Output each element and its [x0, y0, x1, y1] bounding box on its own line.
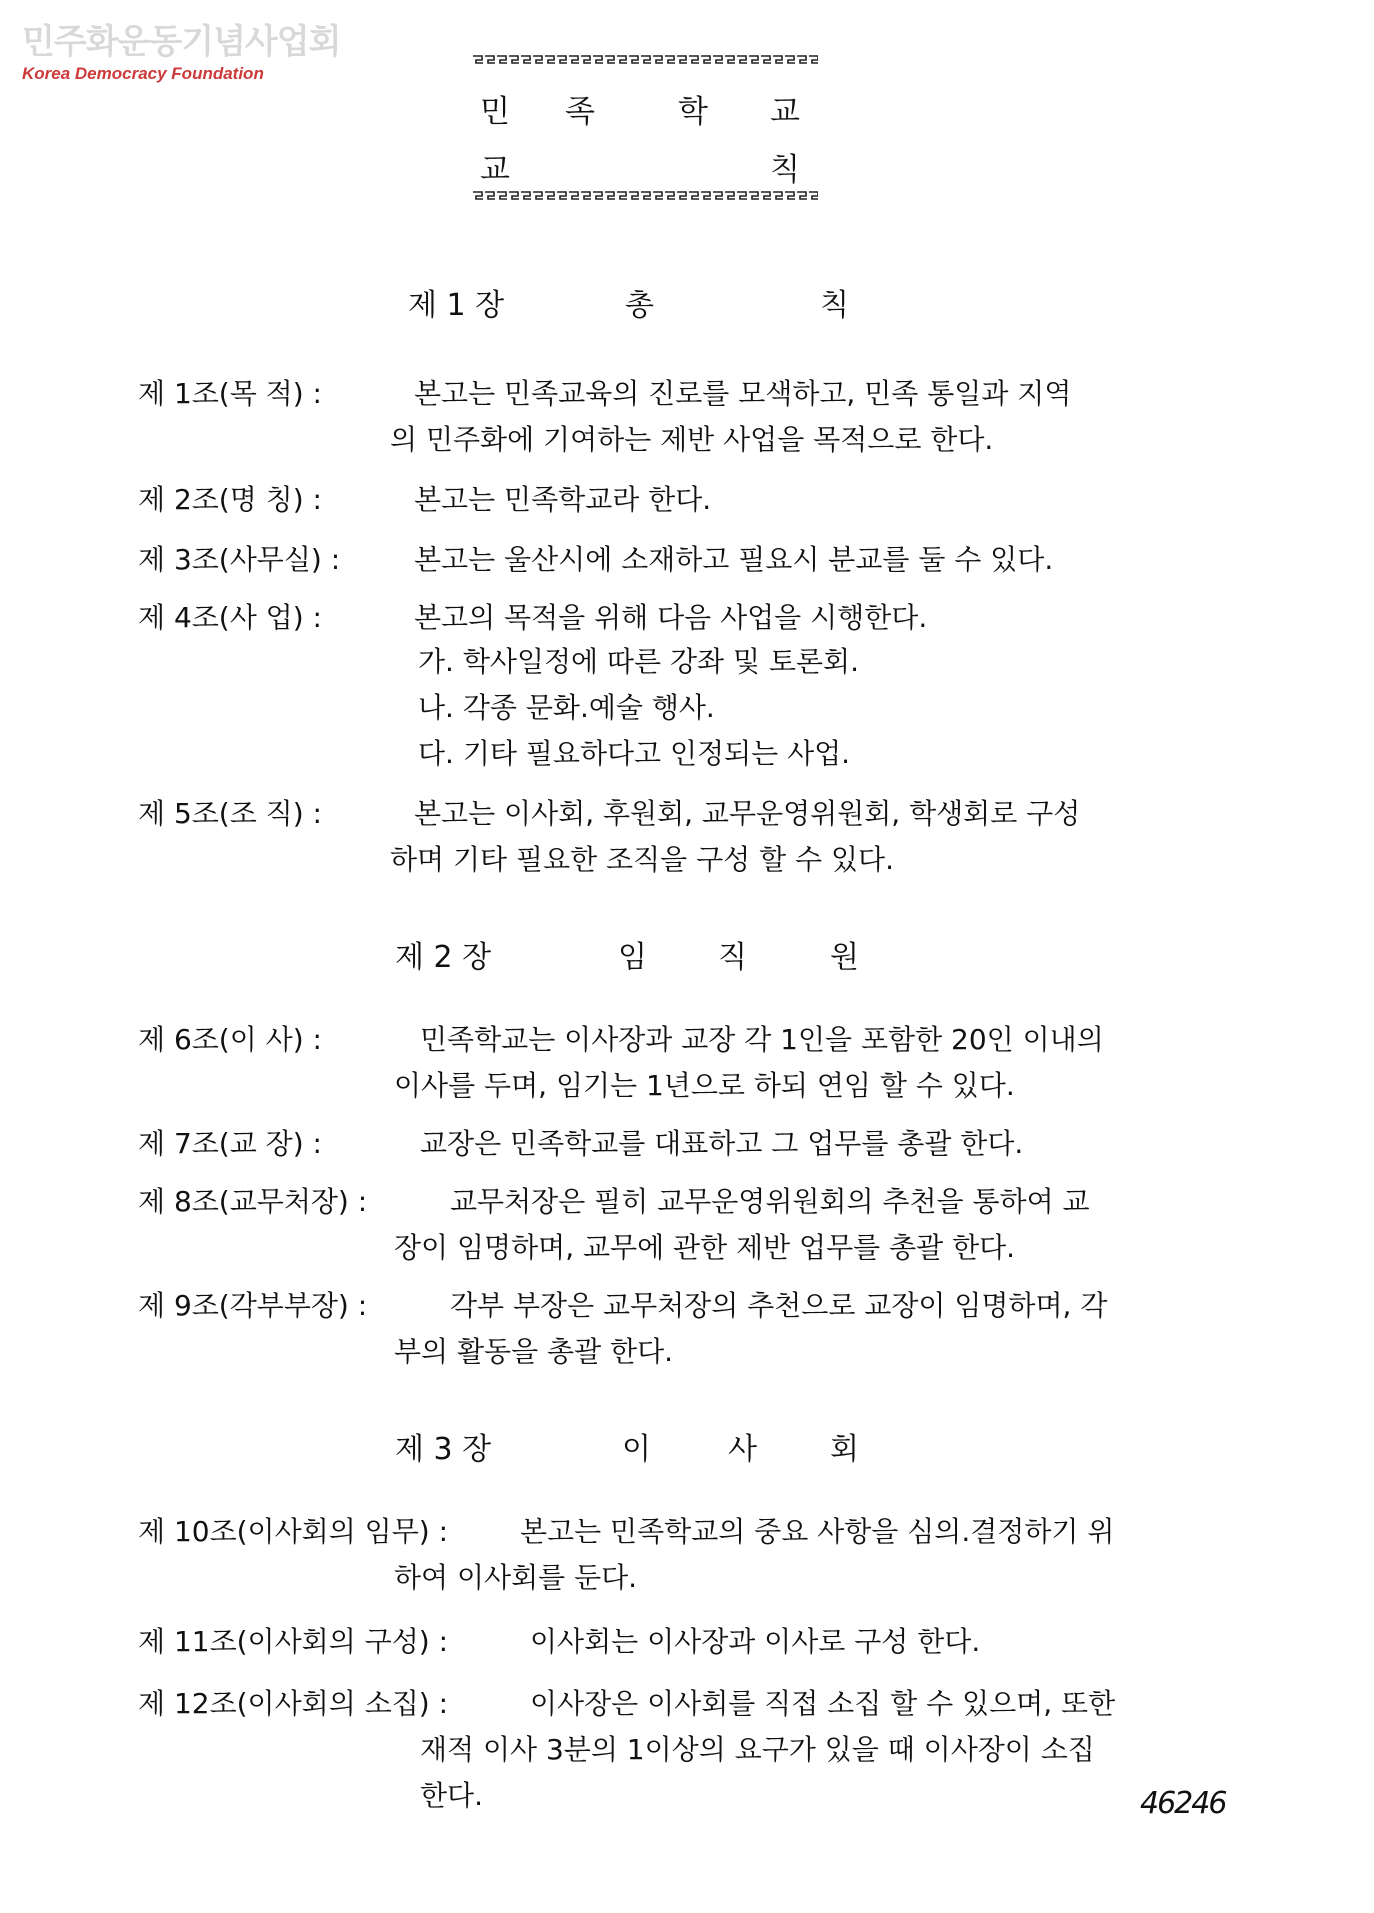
- chapter-name-char: 사: [728, 1432, 757, 1467]
- article-line: 본고는 이사회, 후원회, 교무운영위원회, 학생회로 구성: [414, 797, 1081, 830]
- title-char: 교: [770, 94, 800, 130]
- watermark-korean: 민주화운동기념사업회: [22, 22, 341, 62]
- article-label: 제 1조(목 적) :: [138, 377, 322, 410]
- article-line: 하며 기타 필요한 조직을 구성 할 수 있다.: [390, 843, 894, 876]
- article-line: 한다.: [420, 1779, 483, 1812]
- chapter-name-char: 임: [618, 940, 647, 975]
- watermark-english: Korea Democracy Foundation: [22, 64, 264, 83]
- title-bottom-border: [472, 190, 818, 202]
- chapter-heading: [0, 280, 1374, 323]
- article-line: 민족학교는 이사장과 교장 각 1인을 포함한 20인 이내의: [420, 1023, 1104, 1056]
- article-line: 본고는 민족학교의 중요 사항을 심의.결정하기 위: [520, 1515, 1115, 1548]
- chapter-heading: [0, 932, 1374, 975]
- article-label: 제 8조(교무처장) :: [138, 1185, 368, 1218]
- chapter-number: 제 3 장: [395, 1432, 492, 1467]
- article-line: 본고는 민족교육의 진로를 모색하고, 민족 통일과 지역: [414, 377, 1072, 410]
- article-line: 각부 부장은 교무처장의 추천으로 교장이 임명하며, 각: [450, 1289, 1108, 1322]
- article-line: 부의 활동을 총괄 한다.: [394, 1335, 674, 1368]
- chapter-number: 제 2 장: [395, 940, 492, 975]
- watermark: [22, 22, 340, 84]
- article-label: 제 12조(이사회의 소집) :: [138, 1687, 448, 1720]
- chapter-heading: [0, 1424, 1374, 1467]
- chapter-name-char: 이: [622, 1432, 651, 1467]
- title-top-border: [472, 54, 818, 66]
- article-line: 본고는 울산시에 소재하고 필요시 분교를 둘 수 있다.: [414, 543, 1054, 576]
- article-line: 재적 이사 3분의 1이상의 요구가 있을 때 이사장이 소집: [420, 1733, 1095, 1766]
- article-line: 교무처장은 필히 교무운영위원회의 추천을 통하여 교: [450, 1185, 1090, 1218]
- article-label: 제 4조(사 업) :: [138, 601, 322, 634]
- chapter-name-char: 칙: [820, 288, 849, 323]
- article-line: 이사를 두며, 임기는 1년으로 하되 연임 할 수 있다.: [394, 1069, 1015, 1102]
- chapter-name-char: 원: [830, 940, 859, 975]
- article-label: 제 9조(각부부장) :: [138, 1289, 368, 1322]
- chapter-name-char: 회: [830, 1432, 859, 1467]
- chapter-name-char: 총: [625, 288, 654, 323]
- article-label: 제 10조(이사회의 임무) :: [138, 1515, 448, 1548]
- article-label: 제 3조(사무실) :: [138, 543, 341, 576]
- title-char: 학: [678, 94, 708, 130]
- article-label: 제 11조(이사회의 구성) :: [138, 1625, 448, 1658]
- article-label: 제 2조(명 칭) :: [138, 483, 322, 516]
- article-line: 교장은 민족학교를 대표하고 그 업무를 총괄 한다.: [420, 1127, 1024, 1160]
- article-line: 다. 기타 필요하다고 인정되는 사업.: [418, 737, 851, 770]
- title-char: 교: [480, 152, 510, 188]
- article-label: 제 5조(조 직) :: [138, 797, 322, 830]
- article-line: 가. 학사일정에 따른 강좌 및 토론회.: [418, 645, 859, 678]
- article-line: 나. 각종 문화.예술 행사.: [418, 691, 715, 724]
- article-line: 의 민주화에 기여하는 제반 사업을 목적으로 한다.: [390, 423, 994, 456]
- page-number: 46246: [1140, 1786, 1226, 1821]
- chapter-name-char: 직: [718, 940, 747, 975]
- article-line: 이사회는 이사장과 이사로 구성 한다.: [530, 1625, 981, 1658]
- title-char: 민: [480, 94, 510, 130]
- article-line: 본고는 민족학교라 한다.: [414, 483, 712, 516]
- document-title: [0, 86, 1374, 188]
- article-label: 제 7조(교 장) :: [138, 1127, 322, 1160]
- article-line: 본고의 목적을 위해 다음 사업을 시행한다.: [414, 601, 928, 634]
- article-line: 장이 임명하며, 교무에 관한 제반 업무를 총괄 한다.: [394, 1231, 1016, 1264]
- chapter-number: 제 1 장: [408, 288, 505, 323]
- title-char: 족: [565, 94, 595, 130]
- article-line: 이사장은 이사회를 직접 소집 할 수 있으며, 또한: [530, 1687, 1116, 1720]
- title-char: 칙: [770, 152, 800, 188]
- article-label: 제 6조(이 사) :: [138, 1023, 322, 1056]
- article-line: 하여 이사회를 둔다.: [394, 1561, 638, 1594]
